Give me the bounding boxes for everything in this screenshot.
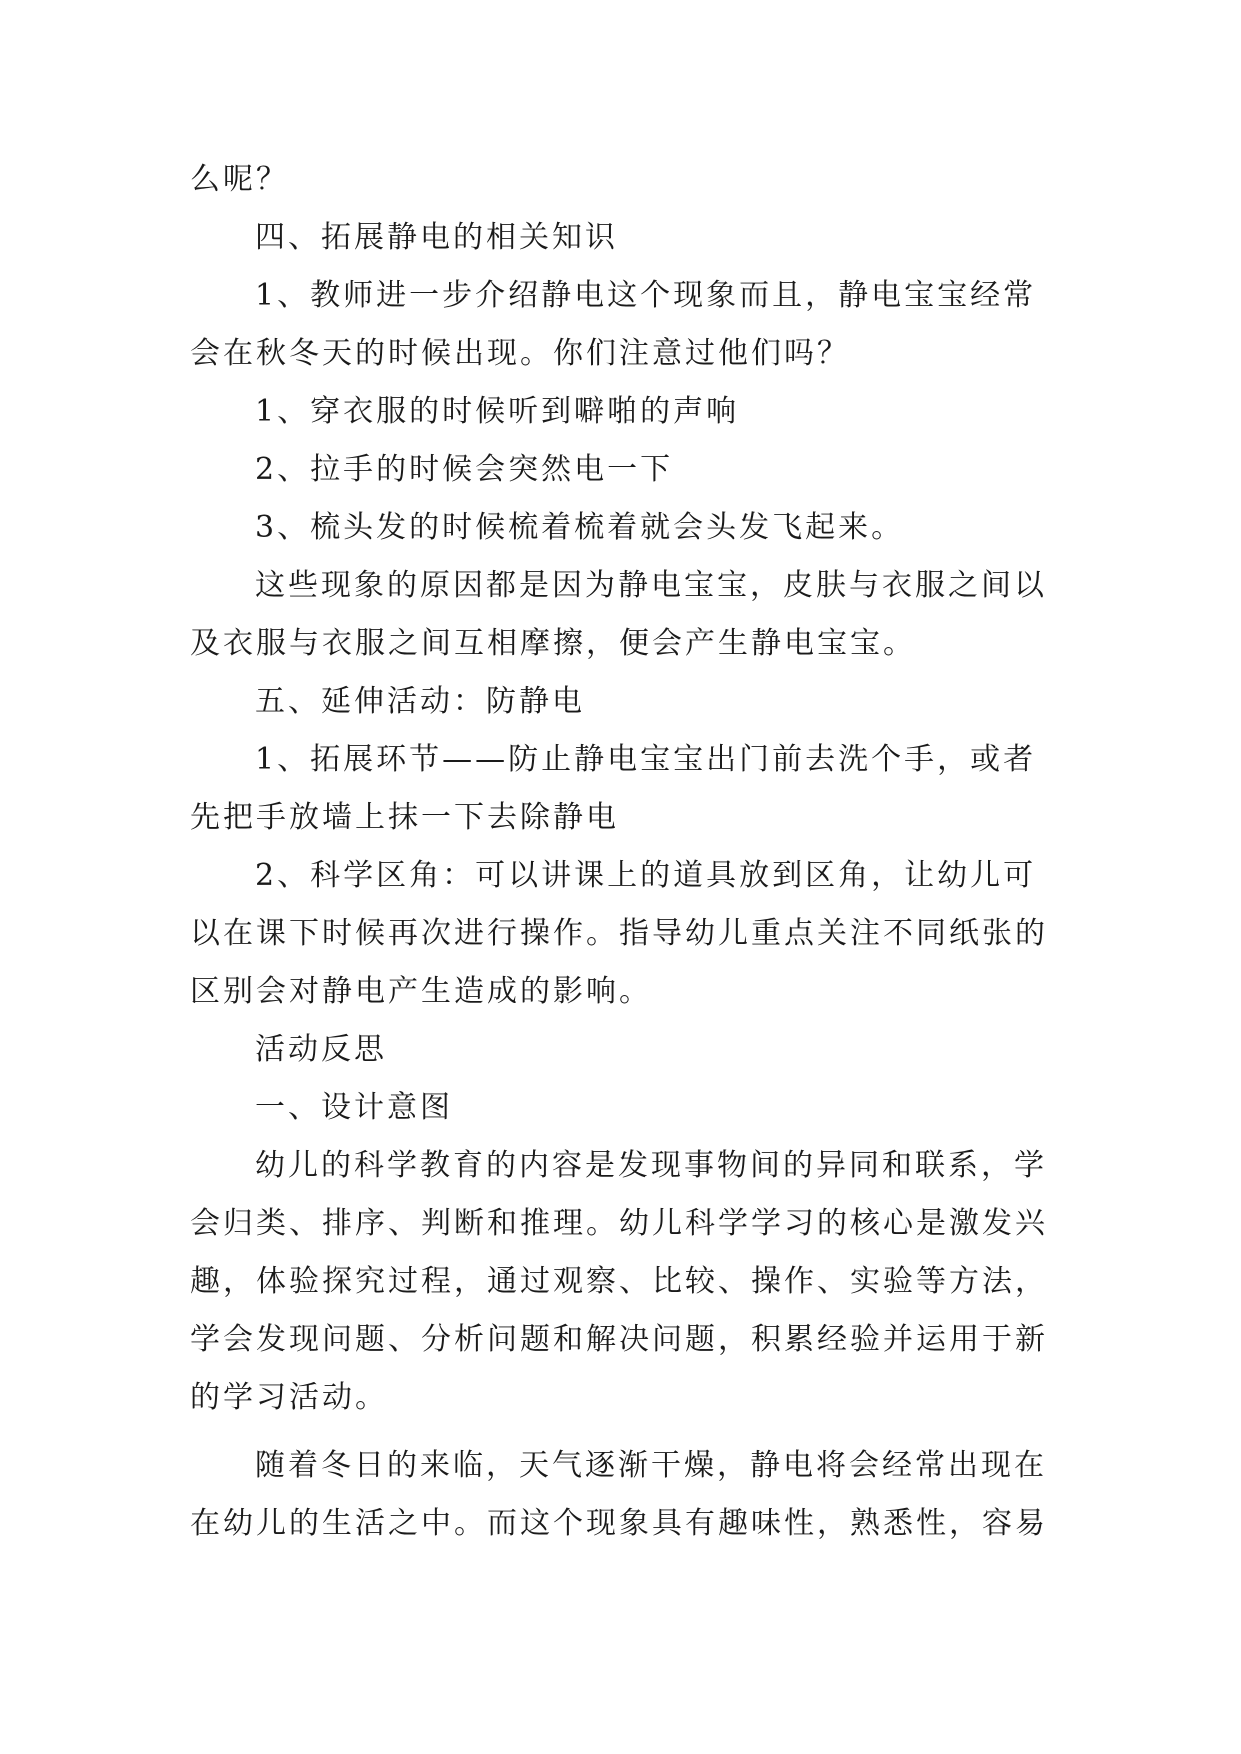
section-heading: 一、设计意图 bbox=[255, 1090, 453, 1125]
text-line: 这些现象的原因都是因为静电宝宝，皮肤与衣服之间以 bbox=[255, 568, 1047, 603]
text-line: 以在课下时候再次进行操作。指导幼儿重点关注不同纸张的 bbox=[190, 916, 1048, 951]
text-line: 会在秋冬天的时候出现。你们注意过他们吗？ bbox=[190, 336, 850, 371]
text-line: 先把手放墙上抹一下去除静电 bbox=[190, 800, 619, 835]
text-line: 2、科学区角：可以讲课上的道具放到区角，让幼儿可 bbox=[255, 858, 1037, 893]
text-line: 会归类、排序、判断和推理。幼儿科学学习的核心是激发兴 bbox=[190, 1206, 1048, 1241]
list-item: 1、穿衣服的时候听到噼啪的声响 bbox=[255, 394, 740, 429]
text-line: 幼儿的科学教育的内容是发现事物间的异同和联系，学 bbox=[255, 1148, 1047, 1183]
text-line: 及衣服与衣服之间互相摩擦，便会产生静电宝宝。 bbox=[190, 626, 916, 661]
section-heading: 四、拓展静电的相关知识 bbox=[255, 220, 618, 255]
list-item: 2、拉手的时候会突然电一下 bbox=[255, 452, 674, 487]
text-line: 1、拓展环节——防止静电宝宝出门前去洗个手，或者 bbox=[255, 742, 1037, 777]
text-line: 么呢？ bbox=[190, 162, 289, 197]
text-line: 区别会对静电产生造成的影响。 bbox=[190, 974, 652, 1009]
text-line: 趣，体验探究过程，通过观察、比较、操作、实验等方法， bbox=[190, 1264, 1048, 1299]
section-heading: 五、延伸活动：防静电 bbox=[255, 684, 585, 719]
list-item: 3、梳头发的时候梳着梳着就会头发飞起来。 bbox=[255, 510, 905, 545]
text-line: 随着冬日的来临，天气逐渐干燥，静电将会经常出现在 bbox=[255, 1448, 1047, 1483]
text-line: 学会发现问题、分析问题和解决问题，积累经验并运用于新 bbox=[190, 1322, 1048, 1357]
text-line: 1、教师进一步介绍静电这个现象而且，静电宝宝经常 bbox=[255, 278, 1037, 313]
text-line: 的学习活动。 bbox=[190, 1380, 388, 1415]
text-line: 在幼儿的生活之中。而这个现象具有趣味性，熟悉性，容易 bbox=[190, 1506, 1048, 1541]
section-heading: 活动反思 bbox=[255, 1032, 387, 1067]
